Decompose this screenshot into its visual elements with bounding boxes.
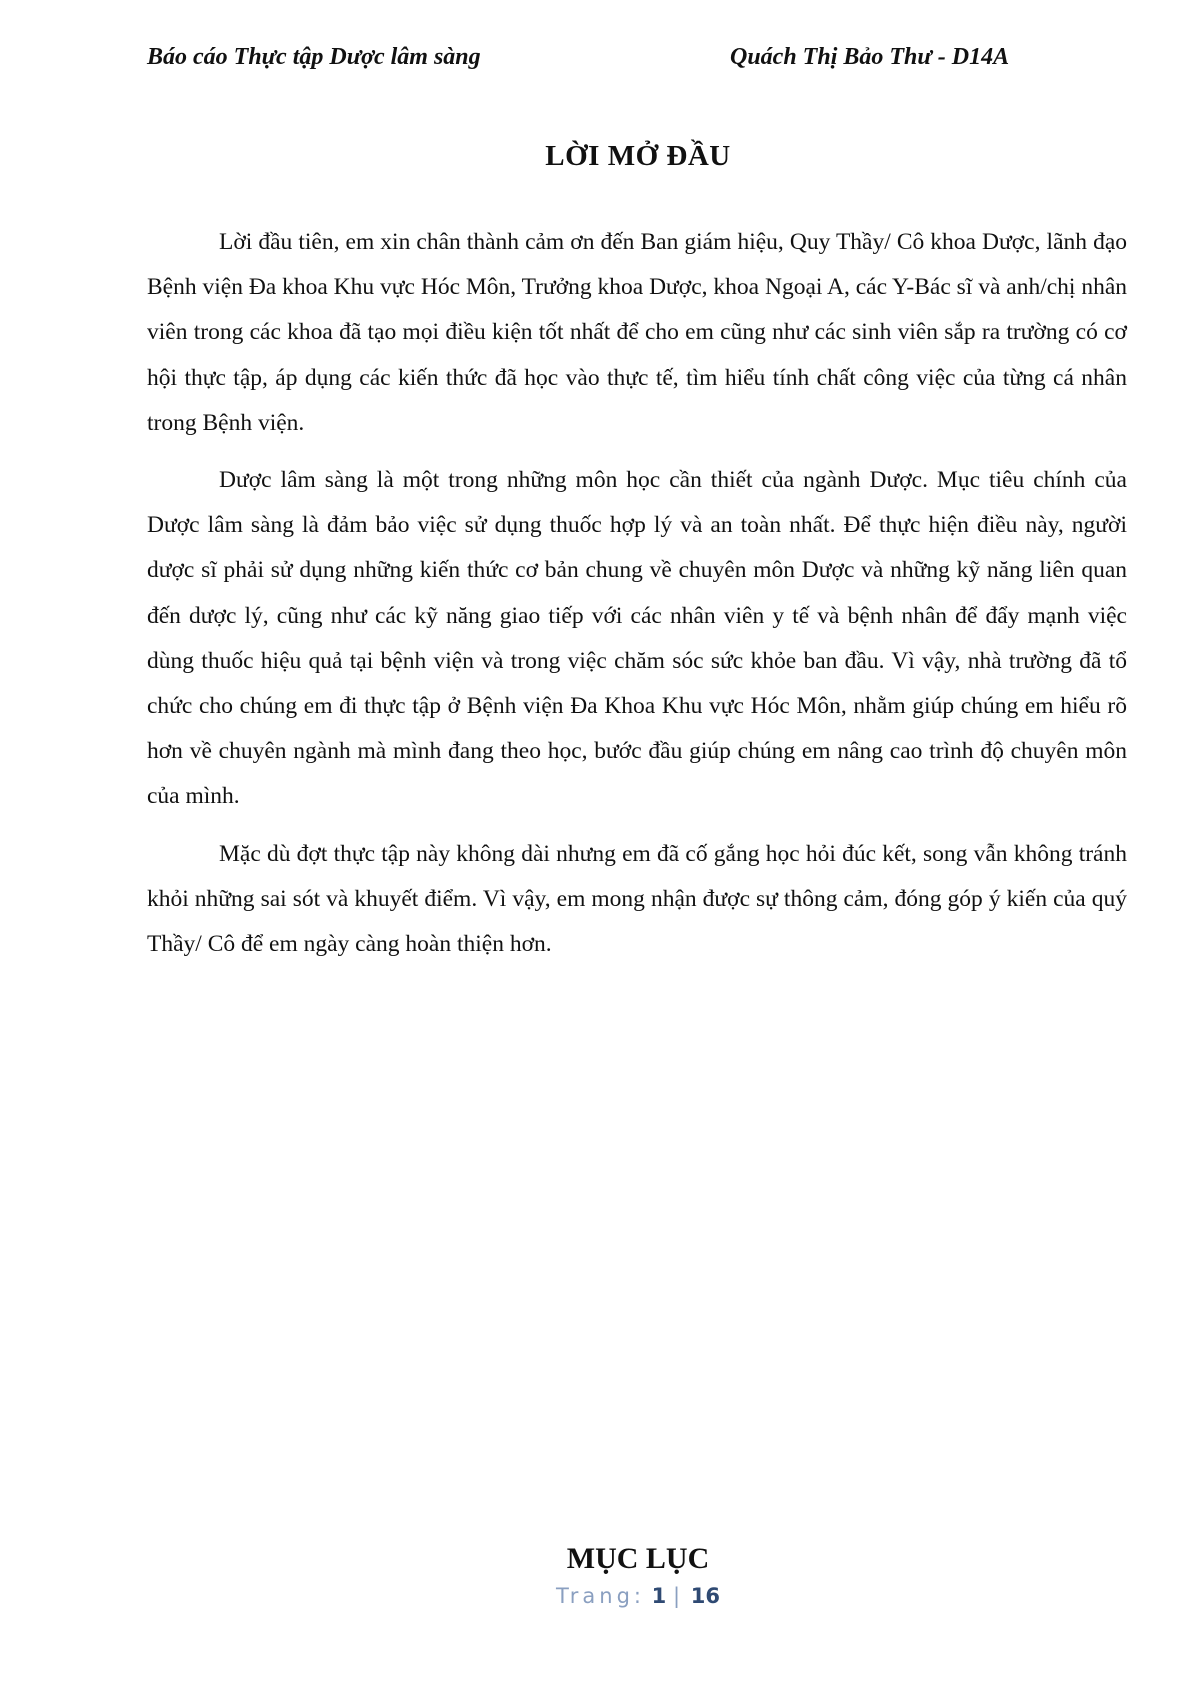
paragraph-3: Mặc dù đợt thực tập này không dài nhưng em đã cố gắng học hỏi đúc kết, song vẫn không tránh khỏi những sai sót và khuyết điểm. Vì vậy, em mong nhận được sự thông cảm, đóng góp ý kiến của quý Thầy/ Cô để em ngày càng hoàn thiện hơn. xyxy=(147,840,1127,958)
page-number-footer xyxy=(0,1584,1200,1608)
current-page-number: 1 xyxy=(651,1584,667,1608)
header-report-title: Báo cáo Thực tập Dược lâm sàng xyxy=(147,44,481,70)
table-of-contents-heading: MỤC LỤC xyxy=(566,1542,710,1575)
page-label: Trang: xyxy=(556,1584,645,1608)
total-pages: 16 xyxy=(690,1584,720,1608)
paragraph-2: Dược lâm sàng là một trong những môn học cần thiết của ngành Dược. Mục tiêu chính của Dược lâm sàng là đảm bảo việc sử dụng thuốc hợp lý và an toàn nhất. Để thực hiện điều này, người dược sĩ phải sử dụng những kiến thức cơ bản chung về chuyên môn Dược và những kỹ năng liên quan đến dược lý, cũng như các kỹ năng giao tiếp với các nhân viên y tế và bệnh nhân để đẩy mạnh việc dùng thuốc hiệu quả tại bệnh viện và trong việc chăm sóc sức khỏe ban đầu. Vì vậy, nhà trường đã tổ chức cho chúng em đi thực tập ở Bệnh viện Đa Khoa Khu vực Hóc Môn, nhằm giúp chúng em hiểu rõ hơn về chuyên ngành mà mình đang theo học, bước đầu giúp chúng em nâng cao trình độ chuyên môn của mình. xyxy=(147,467,1127,810)
paragraph-1: Lời đầu tiên, em xin chân thành cảm ơn đến Ban giám hiệu, Quy Thầy/ Cô khoa Dược, lãnh đạo Bệnh viện Đa khoa Khu vực Hóc Môn, Trưởng khoa Dược, khoa Ngoại A, các Y-Bác sĩ và anh/chị nhân viên trong các khoa đã tạo mọi điều kiện tốt nhất để cho em cũng như các sinh viên sắp ra trường có cơ hội thực tập, áp dụng các kiến thức đã học vào thực tế, tìm hiểu tính chất công việc của từng cá nhân trong Bệnh viện. xyxy=(147,229,1127,436)
body-text xyxy=(147,220,1127,979)
page-title: LỜI MỞ ĐẦU xyxy=(545,140,731,172)
header-author: Quách Thị Bảo Thư - D14A xyxy=(730,44,1010,70)
page-separator: | xyxy=(672,1584,685,1608)
